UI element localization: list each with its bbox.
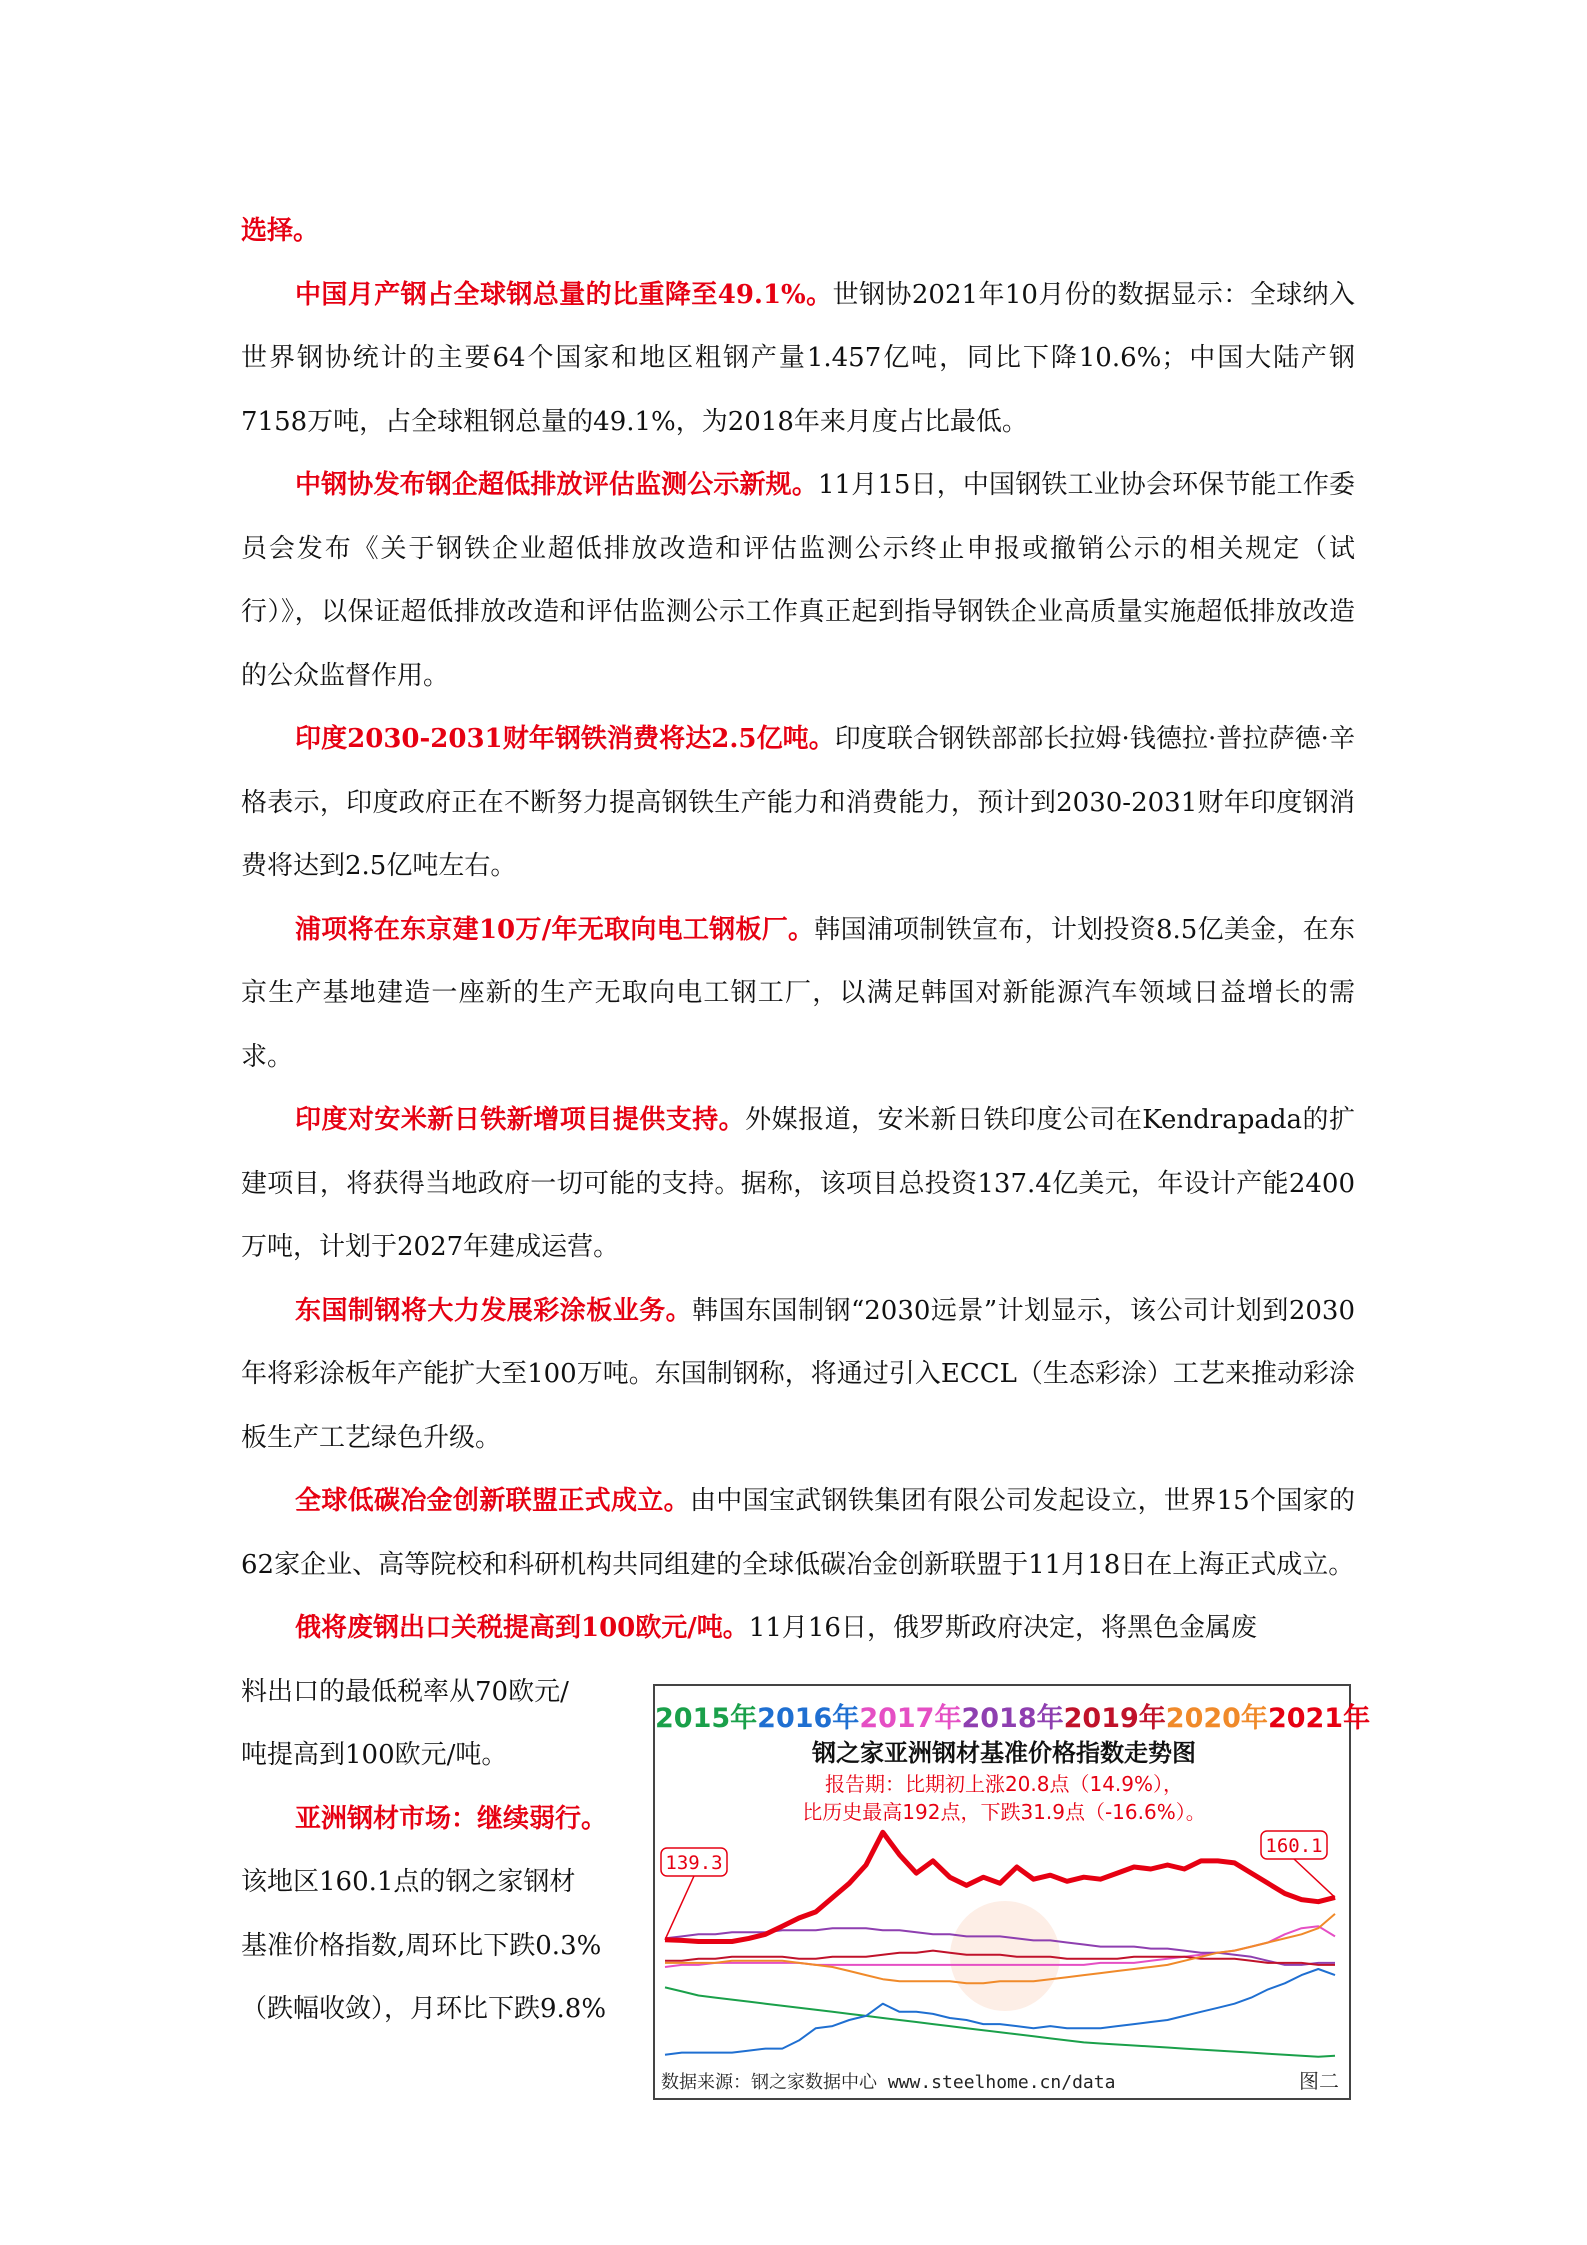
steel-price-index-chart	[653, 1684, 1371, 2100]
paragraph-text: 料出口的最低税率从70欧元/	[241, 1676, 569, 1707]
paragraph	[241, 1280, 1355, 1471]
paragraph	[241, 1661, 641, 1725]
paragraph-text: 11月15日，中国钢铁工业协会环保节能工作委员会发布《关于钢铁企业超低排放改造和评估监测公示终止申报或撤销公示的相关规定（试行）》，以保证超低排放改造和评估监测公示工作真正起到指导钢铁企业高质量实施超低排放改造的公众监督作用。	[241, 470, 1355, 691]
paragraph	[241, 1788, 641, 1852]
chart-note-1: 报告期：比期初上涨20.8点（14.9%），	[824, 1772, 1184, 1796]
paragraph	[241, 1978, 641, 2042]
paragraph-text: 基准价格指数,周环比下跌0.3%	[241, 1930, 602, 1961]
svg-text:139.3: 139.3	[665, 1852, 723, 1874]
paragraph-text: 该地区160.1点的钢之家钢材	[241, 1867, 576, 1897]
paragraph-headline: 中钢协发布钢企超低排放评估监测公示新规。	[295, 470, 818, 500]
paragraph	[241, 454, 1355, 708]
legend-year: 2020年	[1165, 1703, 1268, 1734]
paragraph	[241, 264, 1355, 455]
legend-year: 2018年	[961, 1703, 1064, 1734]
paragraph	[241, 200, 1355, 264]
paragraph-headline: 中国月产钢占全球钢总量的比重降至49.1%。	[295, 279, 833, 310]
paragraph-text: 11月16日，俄罗斯政府决定，将黑色金属废	[748, 1613, 1257, 1643]
paragraph-text: 外媒报道，安米新日铁印度公司在Kendrapada的扩建项目，将获得当地政府一切可能的支持。据称，该项目总投资137.4亿美元，年设计产能2400万吨，计划于2027年建成运营。	[241, 1105, 1355, 1262]
paragraph-text: 印度联合钢铁部部长拉姆·钱德拉·普拉萨德·辛格表示，印度政府正在不断努力提高钢铁生产能力和消费能力，预计到2030-2031财年印度钢消费将达到2.5亿吨左右。	[241, 724, 1355, 881]
chart-plot	[655, 1686, 1349, 2098]
paragraph-headline: 印度2030-2031财年钢铁消费将达2.5亿吨。	[295, 724, 835, 754]
paragraph-headline: 印度对安米新日铁新增项目提供支持。	[295, 1105, 746, 1135]
paragraph-headline: 俄将废钢出口关税提高到100欧元/吨。	[295, 1613, 749, 1643]
paragraph-headline: 选择。	[241, 216, 320, 246]
paragraph-text: （跌幅收敛），月环比下跌9.8%	[241, 1994, 607, 2024]
paragraph-headline: 亚洲钢材市场：继续弱行。	[295, 1803, 608, 1834]
chart-source: 数据来源：钢之家数据中心 www.steelhome.cn/data	[661, 2072, 1116, 2093]
paragraph	[241, 1470, 1355, 1597]
paragraph	[241, 1915, 641, 1979]
legend-year: 2015年	[655, 1703, 758, 1734]
figure-number: 图二	[1299, 2069, 1339, 2093]
paragraph-headline: 浦项将在东京建10万/年无取向电工钢板厂。	[295, 914, 815, 945]
chart-title: 钢之家亚洲钢材基准价格指数走势图	[812, 1739, 1196, 1767]
paragraph	[241, 1724, 641, 1788]
paragraph-text: 由中国宝武钢铁集团有限公司发起设立，世界15个国家的62家企业、高等院校和科研机构共同组建的全球低碳冶金创新联盟于11月18日在上海正式成立。	[241, 1486, 1355, 1580]
chart-note-2: 比历史最高192点，下跌31.9点（-16.6%）。	[802, 1800, 1206, 1824]
legend-year: 2016年	[757, 1703, 860, 1734]
paragraph-text: 韩国浦项制铁宣布，计划投资8.5亿美金，在东京生产基地建造一座新的生产无取向电工钢工厂，以满足韩国对新能源汽车领域日益增长的需求。	[241, 914, 1355, 1072]
paragraph-text: 韩国东国制钢“2030远景”计划显示，该公司计划到2030年将彩涂板年产能扩大至100万吨。东国制钢称，将通过引入ECCL（生态彩涂）工艺来推动彩涂板生产工艺绿色升级。	[241, 1295, 1355, 1453]
paragraph	[241, 899, 1355, 1090]
start-value-label	[661, 1848, 727, 1940]
svg-text:160.1: 160.1	[1265, 1835, 1323, 1857]
paragraph	[241, 1089, 1355, 1280]
paragraph-text: 吨提高到100欧元/吨。	[241, 1740, 508, 1770]
legend-year: 2021年	[1267, 1703, 1371, 1734]
paragraph-headline: 全球低碳冶金创新联盟正式成立。	[295, 1486, 690, 1516]
paragraph	[241, 1597, 1355, 1661]
paragraph	[241, 708, 1355, 899]
legend-year: 2017年	[859, 1703, 962, 1734]
paragraph	[241, 1851, 641, 1915]
paragraph-text: 世钢协2021年10月份的数据显示：全球纳入世界钢协统计的主要64个国家和地区粗钢产量1.457亿吨，同比下降10.6%；中国大陆产钢7158万吨，占全球粗钢总量的49.1%，为2018年来月度占比最低。	[241, 279, 1355, 437]
legend-year: 2019年	[1063, 1703, 1166, 1734]
paragraph-headline: 东国制钢将大力发展彩涂板业务。	[295, 1295, 693, 1326]
